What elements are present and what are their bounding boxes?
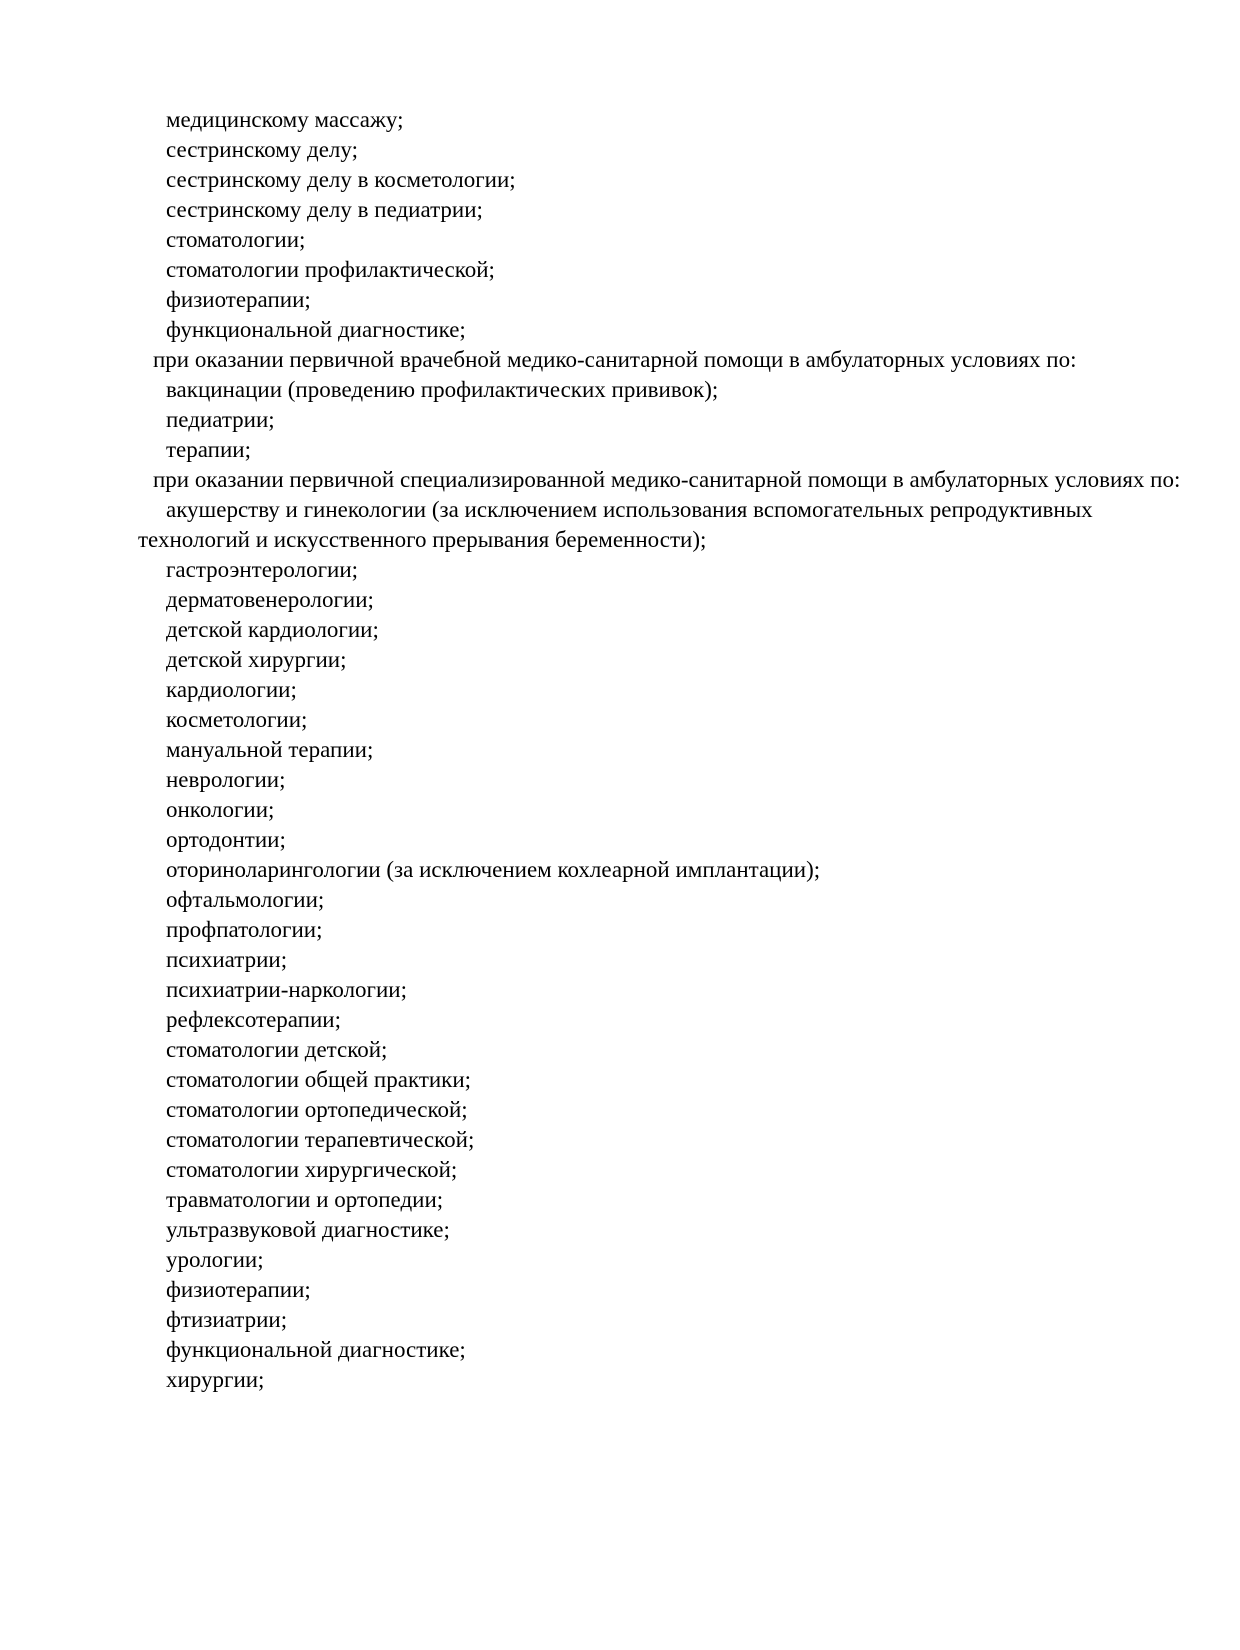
license-item: стоматологии ортопедической; <box>166 1097 468 1122</box>
license-item: психиатрии-наркологии; <box>166 977 407 1002</box>
license-item: стоматологии детской; <box>166 1037 388 1062</box>
license-item: дерматовенерологии; <box>166 587 374 612</box>
license-item: сестринскому делу в косметологии; <box>166 167 516 192</box>
license-item: кардиологии; <box>166 677 297 702</box>
license-item: акушерству и гинекологии (за исключением использования вспомогательных репродуктивных технологий и искусственного прерывания беременности); <box>138 497 1093 552</box>
license-item: стоматологии общей практики; <box>166 1067 472 1092</box>
license-item: стоматологии; <box>166 227 306 252</box>
license-item: функциональной диагностике; <box>166 317 466 342</box>
license-item: детской хирургии; <box>166 647 347 672</box>
license-item: вакцинации (проведению профилактических прививок); <box>166 377 719 402</box>
license-item: урологии; <box>166 1247 264 1272</box>
license-item: мануальной терапии; <box>166 737 374 762</box>
license-item: стоматологии профилактической; <box>166 257 495 282</box>
license-item: физиотерапии; <box>166 287 311 312</box>
license-item: фтизиатрии; <box>166 1307 288 1332</box>
license-item: офтальмологии; <box>166 887 325 912</box>
license-item: сестринскому делу в педиатрии; <box>166 197 483 222</box>
section-header: при оказании первичной врачебной медико-санитарной помощи в амбулаторных условиях по: <box>153 347 1077 372</box>
license-item: ортодонтии; <box>166 827 286 852</box>
license-item: неврологии; <box>166 767 286 792</box>
license-item: ультразвуковой диагностике; <box>166 1217 450 1242</box>
license-item: профпатологии; <box>166 917 323 942</box>
license-item: педиатрии; <box>166 407 275 432</box>
license-item: детской кардиологии; <box>166 617 379 642</box>
section-header: при оказании первичной специализированной медико-санитарной помощи в амбулаторных условиях по: <box>153 467 1181 492</box>
license-item: медицинскому массажу; <box>166 107 404 132</box>
license-item: рефлексотерапии; <box>166 1007 341 1032</box>
license-item: хирургии; <box>166 1367 265 1392</box>
license-item: стоматологии хирургической; <box>166 1157 458 1182</box>
license-item: косметологии; <box>166 707 308 732</box>
license-item: сестринскому делу; <box>166 137 358 162</box>
license-item: онкологии; <box>166 797 275 822</box>
license-services-list <box>138 105 1188 1395</box>
license-item: оториноларингологии (за исключением кохлеарной имплантации); <box>166 857 821 882</box>
license-item: психиатрии; <box>166 947 288 972</box>
license-item: гастроэнтерологии; <box>166 557 359 582</box>
license-item: терапии; <box>166 437 251 462</box>
license-item: стоматологии терапевтической; <box>166 1127 475 1152</box>
license-item: функциональной диагностике; <box>166 1337 466 1362</box>
license-item: травматологии и ортопедии; <box>166 1187 444 1212</box>
license-item: физиотерапии; <box>166 1277 311 1302</box>
